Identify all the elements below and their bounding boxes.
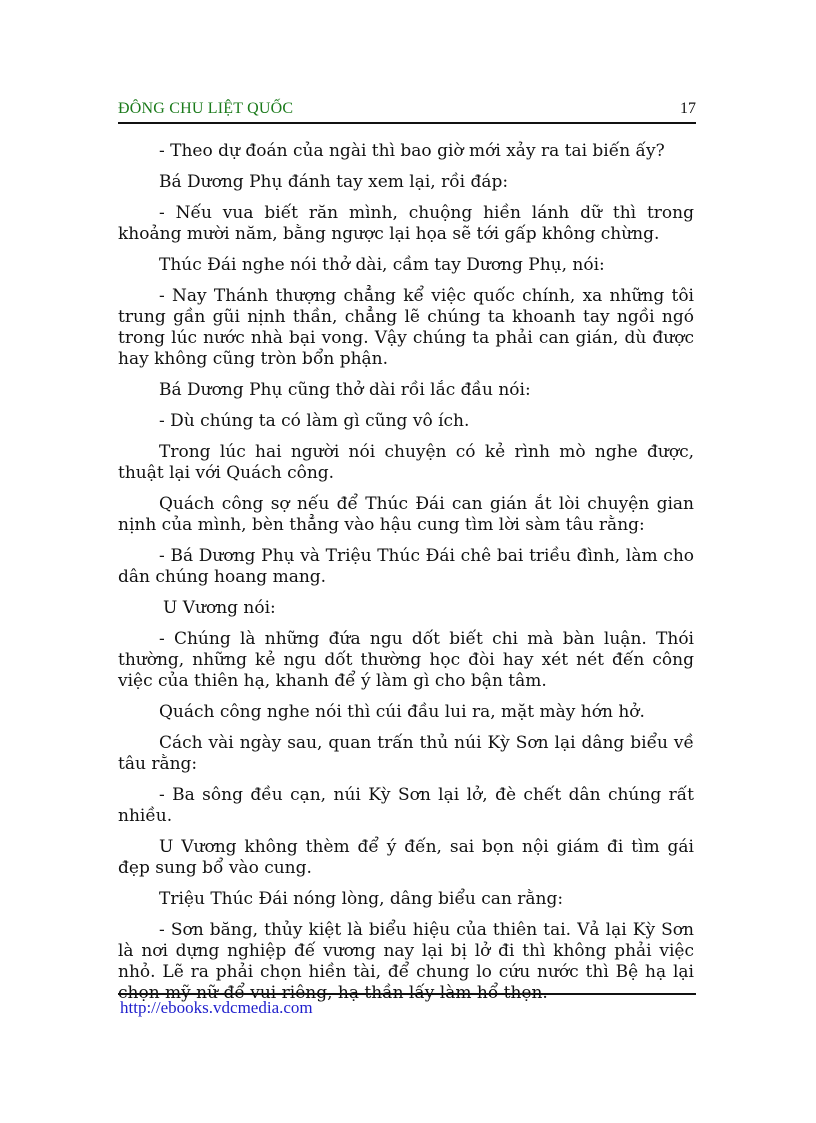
footer-divider bbox=[118, 993, 696, 995]
page-number: 17 bbox=[680, 100, 696, 117]
paragraph: - Nay Thánh thượng chẳng kể việc quốc chính, xa những tôi trung gần gũi nịnh thần, chẳng lẽ chúng ta khoanh tay ngồi ngó trong lúc nước nhà bại vong. Vậy chúng ta phải can gián, dù được hay không cũng tròn bổn phận. bbox=[118, 286, 694, 369]
paragraph: - Theo dự đoán của ngài thì bao giờ mới xảy ra tai biến ấy? bbox=[159, 141, 665, 161]
paragraph: Bá Dương Phụ cũng thở dài rồi lắc đầu nói: bbox=[159, 380, 531, 400]
paragraph: U Vương nói: bbox=[163, 598, 276, 618]
paragraph: - Sơn băng, thủy kiệt là biểu hiệu của thiên tai. Vả lại Kỳ Sơn là nơi dựng nghiệp đế vương nay lại bị lở đi thì không phải việc nhỏ. Lẽ ra phải chọn hiền tài, để chung lo cứu nước thì Bệ hạ lại chọn mỹ nữ để vui riêng, hạ thần lấy làm hổ thẹn. bbox=[118, 920, 694, 1003]
paragraph: Quách công sợ nếu để Thúc Đái can gián ắt lòi chuyện gian nịnh của mình, bèn thẳng vào hậu cung tìm lời sàm tâu rằng: bbox=[118, 494, 694, 535]
paragraph: Bá Dương Phụ đánh tay xem lại, rồi đáp: bbox=[159, 172, 509, 192]
paragraph: Cách vài ngày sau, quan trấn thủ núi Kỳ Sơn lại dâng biểu về tâu rằng: bbox=[118, 733, 694, 774]
paragraph: - Nếu vua biết răn mình, chuộng hiền lánh dữ thì trong khoảng mười năm, bằng ngược lại họa sẽ tới gấp không chừng. bbox=[118, 203, 694, 244]
paragraph: Quách công nghe nói thì cúi đầu lui ra, mặt mày hớn hở. bbox=[159, 702, 645, 722]
paragraph: - Chúng là những đứa ngu dốt biết chi mà bàn luận. Thói thường, những kẻ ngu dốt thường học đòi hay xét nét đến công việc của thiên hạ, khanh để ý làm gì cho bận tâm. bbox=[118, 629, 694, 691]
paragraph: - Ba sông đều cạn, núi Kỳ Sơn lại lở, đè chết dân chúng rất nhiều. bbox=[118, 785, 694, 826]
footer-url-link[interactable]: http://ebooks.vdcmedia.com bbox=[120, 998, 313, 1017]
paragraph: Triệu Thúc Đái nóng lòng, dâng biểu can rằng: bbox=[159, 889, 564, 909]
paragraph: - Bá Dương Phụ và Triệu Thúc Đái chê bai triều đình, làm cho dân chúng hoang mang. bbox=[118, 546, 694, 587]
book-title: ĐÔNG CHU LIỆT QUỐC bbox=[118, 100, 294, 117]
page-header bbox=[118, 100, 696, 124]
paragraph: Trong lúc hai người nói chuyện có kẻ rình mò nghe được, thuật lại với Quách công. bbox=[118, 442, 694, 483]
paragraph: Thúc Đái nghe nói thở dài, cầm tay Dương Phụ, nói: bbox=[159, 255, 605, 275]
paragraph: - Dù chúng ta có làm gì cũng vô ích. bbox=[159, 411, 470, 431]
page-body bbox=[118, 141, 694, 1014]
paragraph: U Vương không thèm để ý đến, sai bọn nội giám đi tìm gái đẹp sung bổ vào cung. bbox=[118, 837, 694, 878]
